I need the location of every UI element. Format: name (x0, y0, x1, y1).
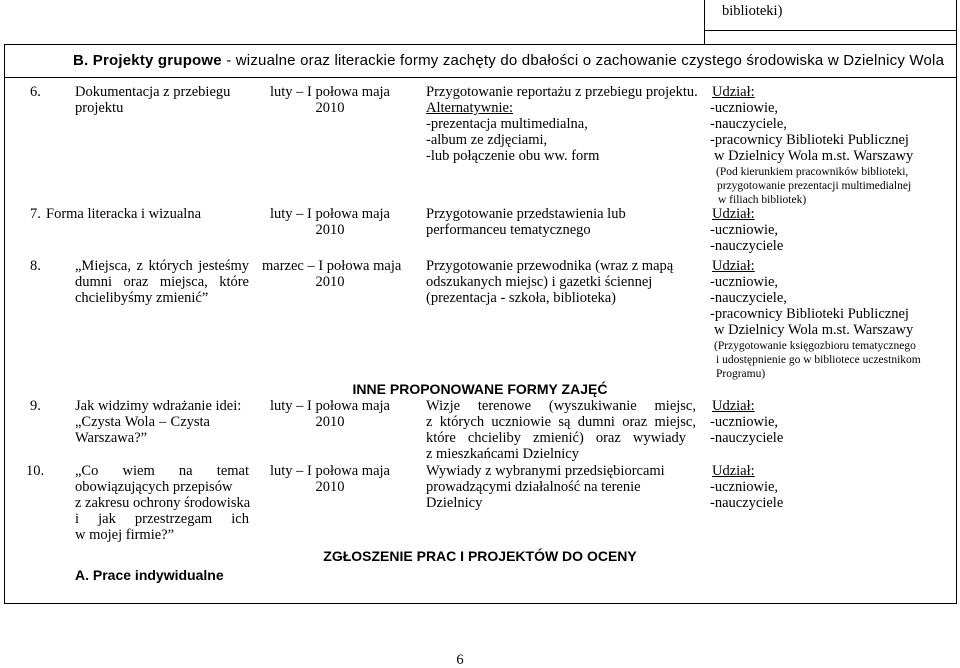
row-description-line: -prezentacja multimedialna, (426, 116, 588, 132)
participant-line: -pracownicy Biblioteki Publicznej (710, 306, 909, 322)
table-line (4, 77, 957, 78)
participation-label: Udział: (712, 84, 755, 100)
participant-line: -nauczyciele, (710, 290, 787, 306)
row-title-line: Warszawa?” (75, 430, 148, 446)
table-line (956, 0, 957, 44)
row-title-line: obowiązujących przepisów (75, 479, 233, 495)
other-forms-heading: INNE PROPONOWANE FORMY ZAJĘĆ (352, 381, 608, 397)
row-description-line: Przygotowanie przewodnika (wraz z mapą (426, 258, 674, 274)
row-title-line: i jak przestrzegam ich (75, 511, 249, 527)
section-b-heading (73, 53, 944, 69)
row-title-line: projektu (75, 100, 124, 116)
row-number: 10. (26, 463, 45, 479)
row-title-line: dumni oraz miejsca, które (75, 274, 249, 290)
row-description-line: (prezentacja - szkoła, biblioteka) (426, 290, 617, 306)
row-date: luty – I połowa maja (269, 398, 390, 414)
row-number: 8. (30, 258, 41, 274)
row-title-line: Jak widzimy wdrażanie idei: (75, 398, 242, 414)
participant-line: -nauczyciele (710, 238, 784, 254)
participation-label: Udział: (712, 463, 755, 479)
table-line (704, 0, 705, 44)
row-title-line: z zakresu ochrony środowiska (75, 495, 251, 511)
participant-line: -uczniowie, (710, 479, 779, 495)
row-date: luty – I połowa maja (269, 463, 390, 479)
section-a-heading: A. Prace indywidualne (75, 567, 224, 583)
row-title-line: „Miejsca, z których jesteśmy (75, 258, 249, 274)
table-line (4, 603, 957, 604)
row-number: 7. (30, 206, 41, 222)
table-line (4, 44, 5, 604)
row-description-line: Wywiady z wybranymi przedsiębiorcami (426, 463, 665, 479)
participation-note: przygotowanie prezentacji multimedialnej (717, 180, 912, 192)
table-line (4, 44, 957, 45)
row-description-line: prowadzącymi działalność na terenie (426, 479, 641, 495)
participation-note: (Pod kierunkiem pracowników biblioteki, (716, 166, 909, 178)
participant-line: w Dzielnicy Wola m.st. Warszawy (714, 322, 914, 338)
row-date-year: 2010 (315, 222, 345, 238)
section-b-rest: - wizualne oraz literackie formy zachęty do dbałości o zachowanie czystego środowiska w Dzielnicy Wola (221, 52, 945, 69)
page-number: 6 (456, 652, 464, 668)
row-title-line: „Co wiem na temat (75, 463, 249, 479)
row-description-line: z mieszkańcami Dzielnicy (426, 446, 579, 462)
participation-note: i udostępnienie go w bibliotece uczestnikom (716, 354, 921, 366)
row-description-line: odszukanych miejsc) i gazetki ściennej (426, 274, 653, 290)
row-description-line: Wizje terenowe (wyszukiwanie miejsc, (426, 398, 696, 414)
row-date-year: 2010 (315, 414, 345, 430)
participation-label: Udział: (712, 398, 755, 414)
participant-line: -nauczyciele (710, 495, 784, 511)
participant-line: -uczniowie, (710, 100, 779, 116)
participant-line: -nauczyciele (710, 430, 784, 446)
row-description-line: które chcieliby zmienić) oraz wywiady (426, 430, 686, 446)
row-description-line: Dzielnicy (426, 495, 483, 511)
participant-line: -pracownicy Biblioteki Publicznej (710, 132, 909, 148)
row-date: luty – I połowa maja (269, 84, 390, 100)
row-title-line: Forma literacka i wizualna (46, 206, 202, 222)
row-title-line: „Czysta Wola – Czysta (75, 414, 210, 430)
participation-label: Udział: (712, 206, 755, 222)
row-date: luty – I połowa maja (269, 206, 390, 222)
section-b-prefix: B. Projekty grupowe (73, 52, 222, 69)
participation-note: w filiach bibliotek) (718, 194, 807, 206)
row-description-line: Alternatywnie: (426, 100, 513, 116)
row-description-line: -album ze zdjęciami, (426, 132, 548, 148)
row-title-line: w mojej firmie?” (75, 527, 175, 543)
row-number: 6. (30, 84, 41, 100)
row-title-line: Dokumentacja z przebiegu (75, 84, 231, 100)
table-line (956, 44, 957, 604)
top-cell-text: biblioteki) (722, 3, 783, 19)
row-date-year: 2010 (315, 274, 345, 290)
table-line (704, 30, 957, 31)
participant-line: -uczniowie, (710, 222, 779, 238)
row-description-line: -lub połączenie obu ww. form (426, 148, 600, 164)
row-description-line: Przygotowanie reportażu z przebiegu projektu. (426, 84, 698, 100)
submission-heading: ZGŁOSZENIE PRAC I PROJEKTÓW DO OCENY (323, 548, 637, 564)
participation-note: (Przygotowanie księgozbioru tematycznego (714, 340, 916, 352)
row-title-line: chcielibyśmy zmienić” (75, 290, 209, 306)
participation-label: Udział: (712, 258, 755, 274)
row-description-line: z których uczniowie są dumni oraz miejsc, (426, 414, 696, 430)
participation-note: Programu) (716, 368, 766, 380)
row-date-year: 2010 (315, 100, 345, 116)
participant-line: -uczniowie, (710, 414, 779, 430)
row-date: marzec – I połowa maja (262, 258, 402, 274)
row-date-year: 2010 (315, 479, 345, 495)
participant-line: -uczniowie, (710, 274, 779, 290)
row-number: 9. (30, 398, 41, 414)
row-description-line: Przygotowanie przedstawienia lub (426, 206, 626, 222)
participant-line: -nauczyciele, (710, 116, 787, 132)
participant-line: w Dzielnicy Wola m.st. Warszawy (714, 148, 914, 164)
row-description-line: performanceu tematycznego (426, 222, 591, 238)
